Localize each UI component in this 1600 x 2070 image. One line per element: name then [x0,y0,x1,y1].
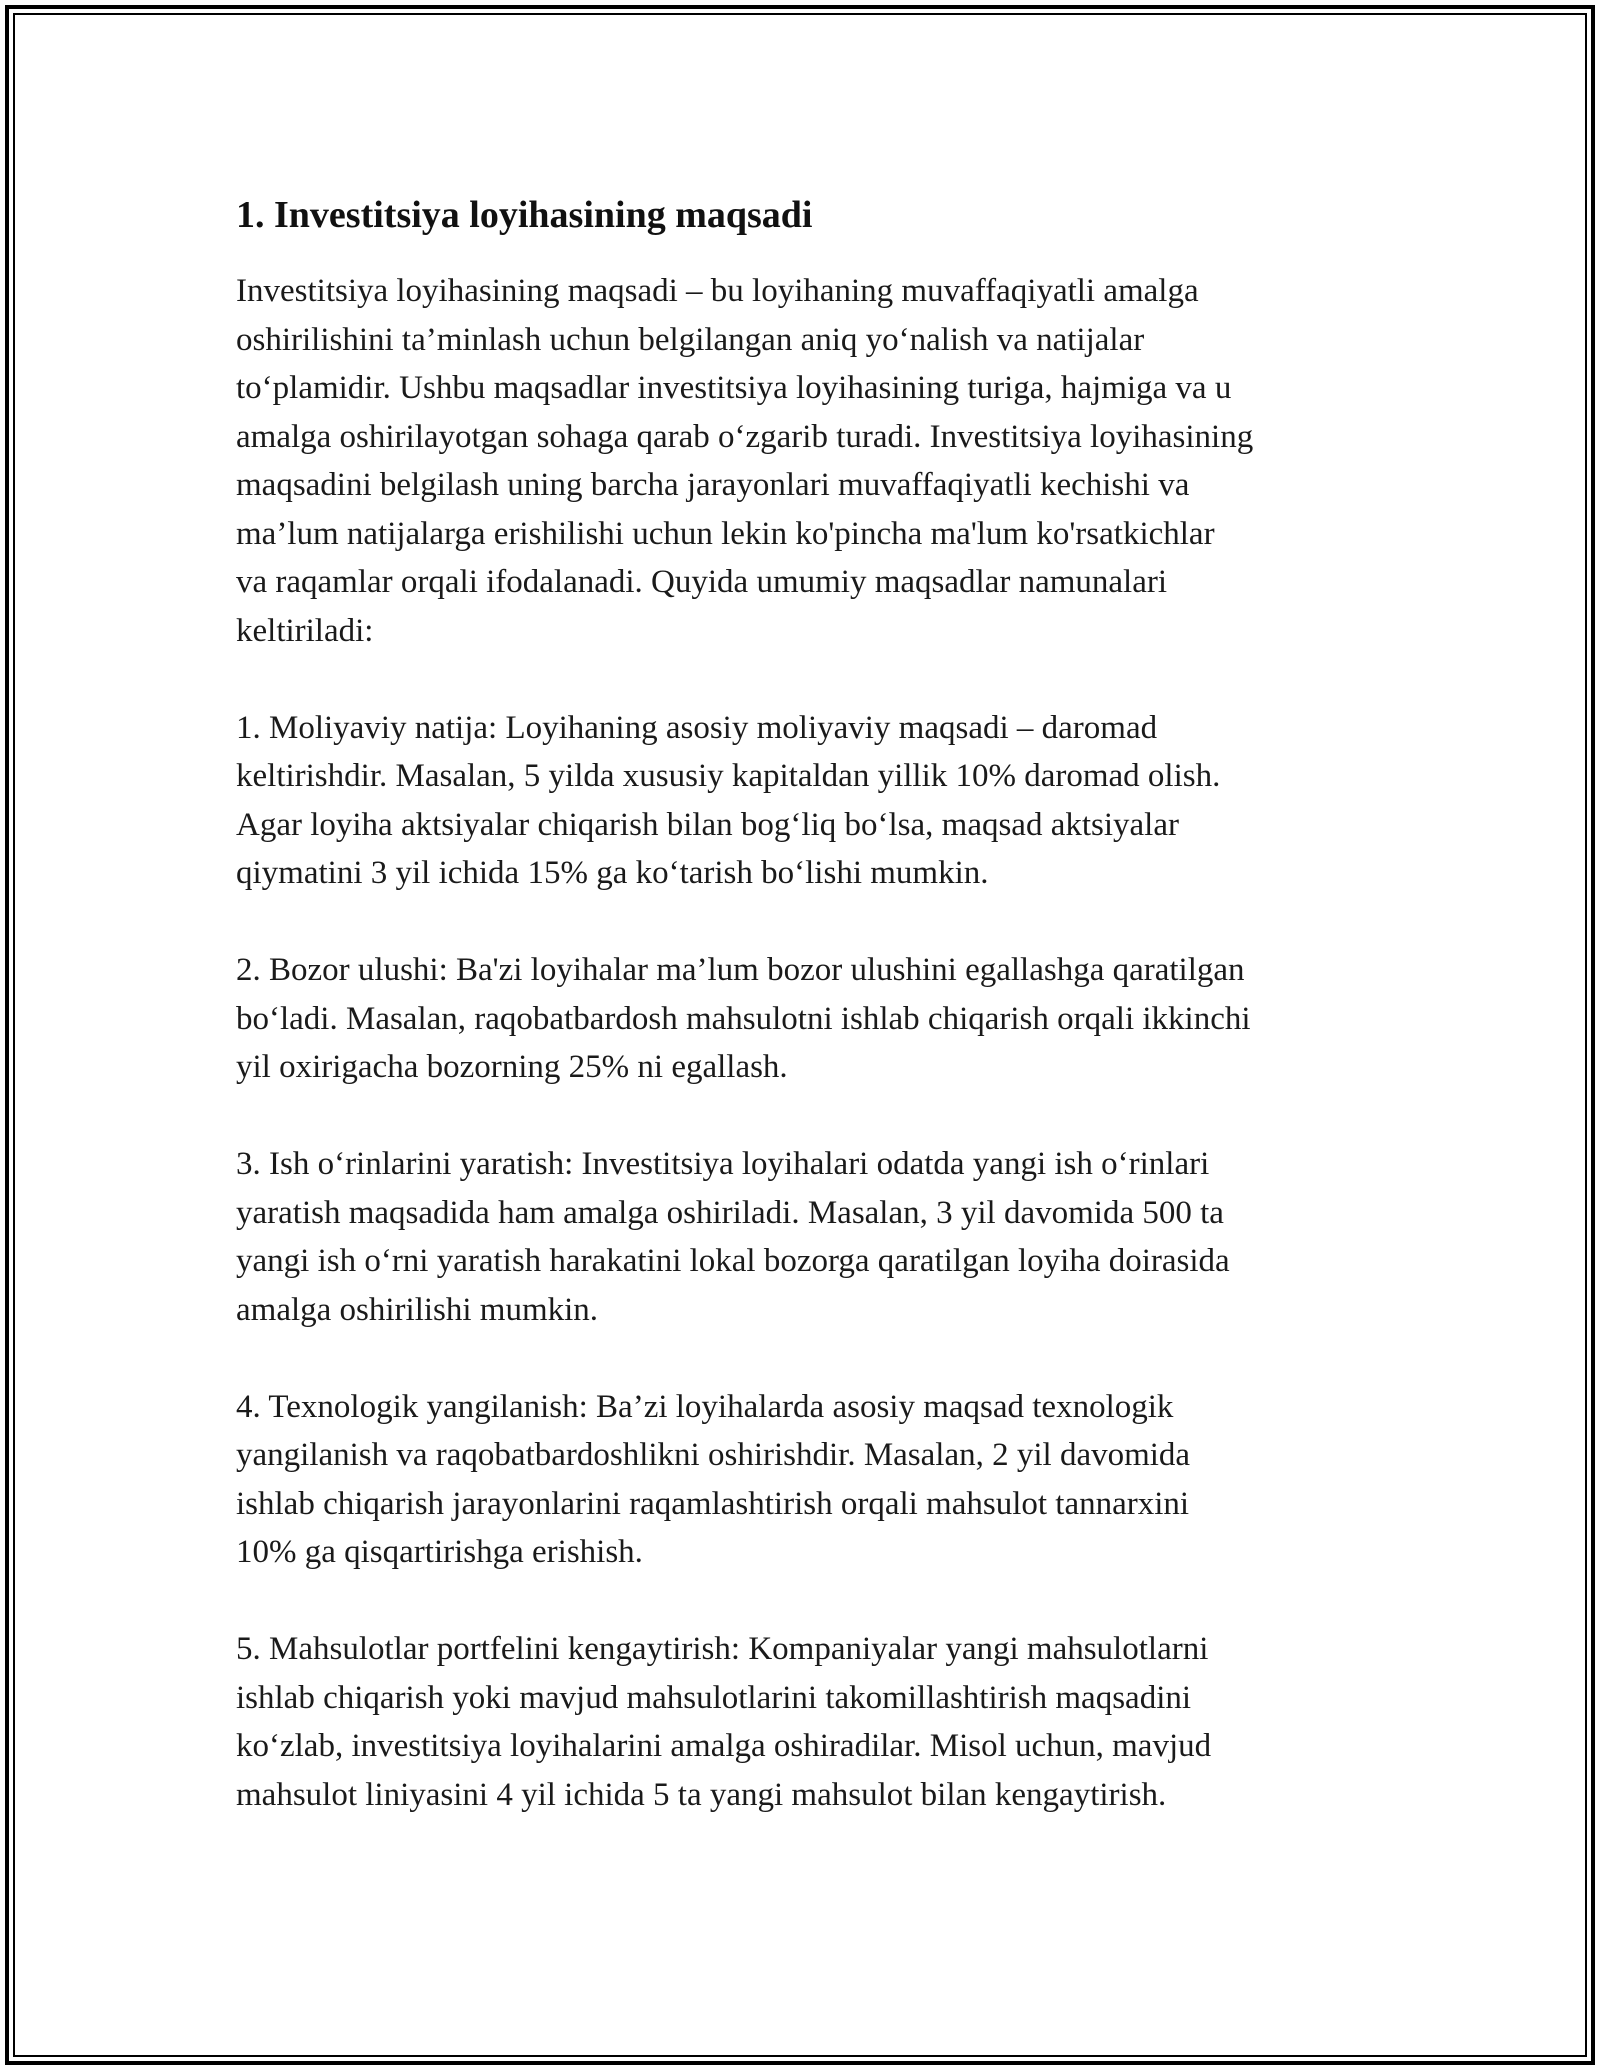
paragraph-line: amalga oshirilayotgan sohaga qarab o‘zgarib turadi. Investitsiya loyihasining [236,418,1254,455]
paragraph-line: mahsulot liniyasini 4 yil ichida 5 ta yangi mahsulot bilan kengaytirish. [236,1776,1167,1813]
paragraph-line: maqsadini belgilash uning barcha jarayonlari muvaffaqiyatli kechishi va [236,467,1190,503]
paragraph-line: yaratish maqsadida ham amalga oshiriladi. Masalan, 3 yil davomida 500 ta [236,1194,1224,1231]
paragraph-line: keltirishdir. Masalan, 5 yilda xususiy kapitaldan yillik 10% daromad olish. [236,758,1221,794]
page-title: 1. Investitsiya loyihasining maqsadi [236,194,813,236]
paragraph-line: ma’lum natijalarga erishilishi uchun lekin ko'pincha ma'lum ko'rsatkichlar [236,515,1215,552]
paragraph-line: Agar loyiha aktsiyalar chiqarish bilan bog‘liq bo‘lsa, maqsad aktsiyalar [236,806,1179,843]
paragraph-line: Investitsiya loyihasining maqsadi – bu loyihaning muvaffaqiyatli amalga [236,273,1199,309]
paragraph-line: 1. Moliyaviy natija: Loyihaning asosiy moliyaviy maqsadi – daromad [236,709,1158,746]
paragraph-line: qiymatini 3 yil ichida 15% ga ko‘tarish bo‘lishi mumkin. [236,855,989,891]
paragraph-line: yangilanish va raqobatbardoshlikni oshirishdir. Masalan, 2 yil davomida [236,1437,1191,1473]
goal-portfolio-paragraph [236,1625,1376,1819]
intro-paragraph [236,267,1376,655]
goal-financial-paragraph [236,704,1376,898]
paragraph-line: 5. Mahsulotlar portfelini kengaytirish: Kompaniyalar yangi mahsulotlarni [236,1631,1209,1667]
goal-market-share-paragraph [236,946,1376,1092]
paragraph-line: keltiriladi: [236,612,374,649]
document-body [236,185,1376,1819]
goal-technology-paragraph [236,1383,1376,1577]
paragraph-line: yangi ish o‘rni yaratish harakatini lokal bozorga qaratilgan loyiha doirasida [236,1243,1230,1279]
paragraph-line: oshirilishini ta’minlash uchun belgilangan aniq yo‘nalish va natijalar [236,321,1145,358]
paragraph-line: to‘plamidir. Ushbu maqsadlar investitsiya loyihasining turiga, hajmiga va u [236,370,1232,406]
paragraph-line: yil oxirigacha bozorning 25% ni egallash. [236,1049,788,1085]
paragraph-line: 10% ga qisqartirishga erishish. [236,1534,643,1570]
paragraph-line: ishlab chiqarish yoki mavjud mahsulotlarini takomillashtirish maqsadini [236,1679,1192,1716]
paragraph-line: 2. Bozor ulushi: Ba'zi loyihalar ma’lum bozor ulushini egallashga qaratilgan [236,952,1245,988]
paragraph-line: 3. Ish o‘rinlarini yaratish: Investitsiya loyihalari odatda yangi ish o‘rinlari [236,1146,1210,1182]
goal-jobs-paragraph [236,1140,1376,1334]
paragraph-line: amalga oshirilishi mumkin. [236,1291,599,1328]
paragraph-line: bo‘ladi. Masalan, raqobatbardosh mahsulotni ishlab chiqarish orqali ikkinchi [236,1000,1251,1037]
paragraph-line: ko‘zlab, investitsiya loyihalarini amalga oshiradilar. Misol uchun, mavjud [236,1728,1212,1764]
paragraph-line: 4. Texnologik yangilanish: Ba’zi loyihalarda asosiy maqsad texnologik [236,1388,1174,1425]
paragraph-line: va raqamlar orqali ifodalanadi. Quyida umumiy maqsadlar namunalari [236,564,1168,600]
paragraph-line: ishlab chiqarish jarayonlarini raqamlashtirish orqali mahsulot tannarxini [236,1485,1190,1522]
